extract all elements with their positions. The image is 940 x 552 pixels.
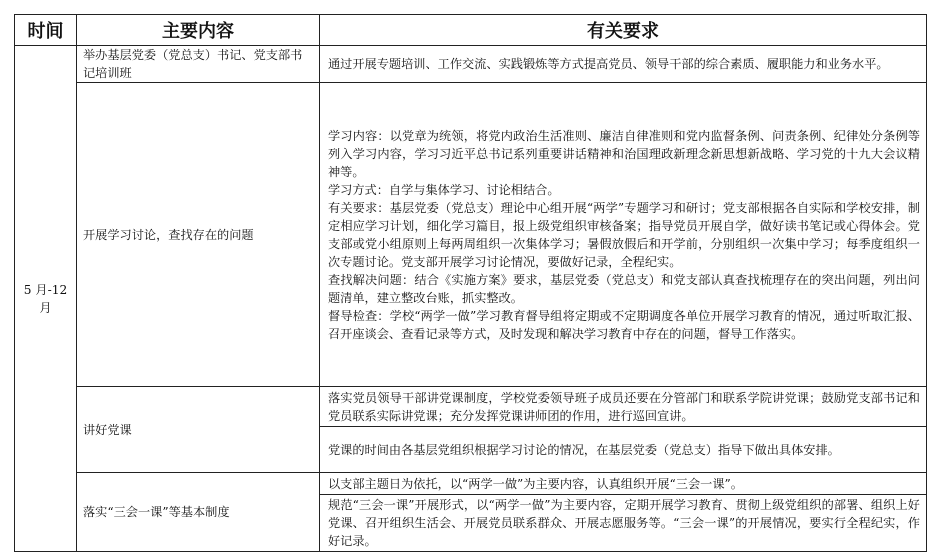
requirement-text: 规范“三会一课”开展形式，以“两学一做”为主要内容，定期开展学习教育、贯彻上级党组织的部署、组织上好党课、召开组织生活会、开展党员联系群众、开展志愿服务等。“三会一课”的开展情况，要实行全程纪实，作好记录。 xyxy=(328,498,920,548)
schedule-table xyxy=(14,14,927,552)
table-row xyxy=(15,473,927,495)
table-row xyxy=(15,387,927,427)
content-cell: 举办基层党委（党总支）书记、党支部书记培训班 xyxy=(77,46,320,83)
requirement-text: 有关要求：基层党委（党总支）理论中心组开展“两学”专题学习和研讨；党支部根据各自实际和学校安排，制定相应学习计划，细化学习篇目，报上级党组织审核备案；指导党员开展自学，做好读书笔记或心得体会。党支部或党小组原则上每两周组织一次集体学习；暑假放假后和开学前，分别组织一次集中学习；每季度组织一次专题讨论。党支部开展学习讨论情况，要做好记录，全程纪实。 xyxy=(328,200,920,269)
requirement-text: 督导检查：学校“两学一做”学习教育督导组将定期或不定期调度各单位开展学习教育的情况，通过听取汇报、召开座谈会、查看记录等方式，及时发现和解决学习教育中存在的问题，督导工作落实。 xyxy=(328,308,920,341)
requirement-text: 学习内容：以党章为统领，将党内政治生活准则、廉洁自律准则和党内监督条例、问责条例、纪律处分条例等列入学习内容，学习习近平总书记系列重要讲话精神和治国理政新理念新思想新战略、学习党的十九大会议精神等。 xyxy=(328,128,920,179)
content-cell: 开展学习讨论，查找存在的问题 xyxy=(77,83,320,387)
header-content: 主要内容 xyxy=(77,15,320,46)
header-row xyxy=(15,15,927,46)
requirement-text: 查找解决问题：结合《实施方案》要求，基层党委（党总支）和党支部认真查找梳理存在的突出问题，列出问题清单，建立整改台账，抓实整改。 xyxy=(328,272,920,305)
requirement-text: 落实党员领导干部讲党课制度，学校党委领导班子成员还要在分管部门和联系学院讲党课；鼓励党支部书记和党员联系实际讲党课；充分发挥党课讲师团的作用，进行巡回宣讲。 xyxy=(328,390,920,423)
requirements-cell xyxy=(320,83,927,387)
table-row xyxy=(15,46,927,83)
requirements-cell xyxy=(320,427,927,473)
time-cell: 5 月-12 月 xyxy=(15,46,77,552)
requirements-cell xyxy=(320,473,927,495)
requirements-cell xyxy=(320,46,927,83)
requirements-cell xyxy=(320,387,927,427)
requirement-text: 党课的时间由各基层党组织根据学习讨论的情况，在基层党委（党总支）指导下做出具体安排。 xyxy=(328,442,840,457)
table-row xyxy=(15,83,927,387)
requirement-text: 学习方式：自学与集体学习、讨论相结合。 xyxy=(328,182,560,197)
requirement-text: 以支部主题日为依托，以“两学一做”为主要内容，认真组织开展“三会一课”。 xyxy=(328,476,743,491)
header-time: 时间 xyxy=(15,15,77,46)
content-cell: 落实“三会一课”等基本制度 xyxy=(77,473,320,552)
requirements-cell xyxy=(320,495,927,552)
content-cell: 讲好党课 xyxy=(77,387,320,473)
requirement-text: 通过开展专题培训、工作交流、实践锻炼等方式提高党员、领导干部的综合素质、履职能力和业务水平。 xyxy=(328,57,889,71)
header-requirements: 有关要求 xyxy=(320,15,927,46)
